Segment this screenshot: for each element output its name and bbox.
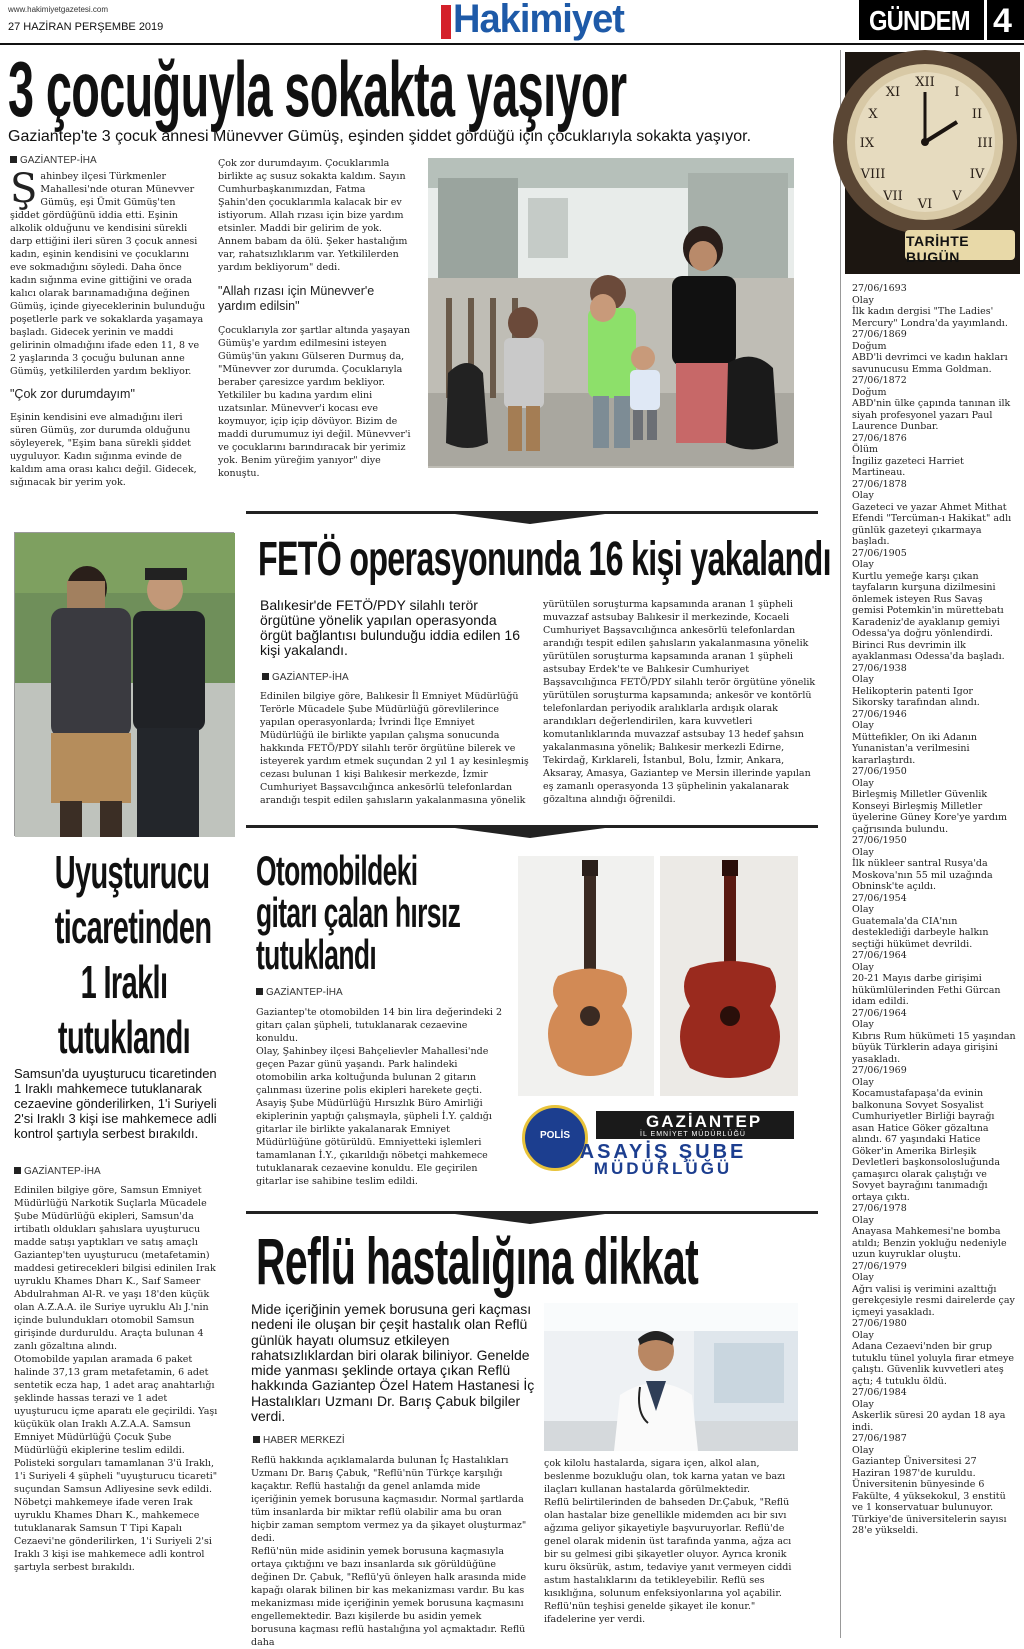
emblem-branch: ASAYİŞ ŞUBE (579, 1141, 747, 1163)
story2-headline: FETÖ operasyonunda 16 kişi yakalandı (258, 533, 831, 586)
history-event-type: Olay (852, 720, 874, 731)
dropcap: Ş (10, 166, 38, 212)
history-event-type: Olay (852, 1398, 874, 1410)
history-event (852, 766, 1017, 835)
history-event (852, 1261, 1017, 1319)
history-event-type: Olay (852, 961, 874, 973)
history-event-type: Olay (852, 1272, 874, 1283)
history-event-date: 27/06/1987 (852, 1433, 907, 1444)
history-event (852, 1008, 1017, 1066)
history-event (852, 835, 1017, 893)
svg-text:I: I (954, 85, 960, 100)
story5-col2-p1: çok kilolu hastalarda, sigara içen, alkol alan, beslenme bozukluğu olan, tok karna yatan ve bazı ilaçları kullanan hastalarda görülmektedir. (544, 1458, 786, 1495)
emblem-branch-2: MÜDÜRLÜĞÜ (593, 1159, 733, 1178)
history-event-text: ABD'li devrimci ve kadın hakları savunucusu Emma Goldman. (852, 352, 1008, 375)
history-event (852, 663, 1017, 709)
history-event (852, 893, 1017, 951)
story3-headline-line: ticaretinden (54, 901, 212, 953)
story3-body (14, 1184, 222, 1574)
story4-p2: Olay, Şahinbey ilçesi Bahçelievler Mahallesi'nde geçen Pazar günü yaşandı. Park halindeki otomobilin arka koltuğunda bulunan 2 gitarın çalınması üzerine polis ekipleri harekete geçti. Asayiş Şube Müdürlüğü Hırsızlık Büro Amirliği ekiplerinin yaptığı çalışmayla, şüpheli İ.Y. çaldığı gitarlar ile birlikte yakalanarak Emniyet Müdürlüğüne götürüldü. Emniyetteki işlemleri tamamlanan İ.Y., çıkarıldığı nöbetçi mahkemece tutuklanarak cezaevine konuldu. Ele geçirilen gitarlar ise sahibine teslim edildi. (256, 1046, 492, 1187)
page-number: 4 (993, 2, 1011, 40)
story4-headline (256, 847, 506, 978)
history-event-date: 27/06/1878 (852, 478, 907, 490)
story1-col2-p2: Çocuklarıyla zor şartlar altında yaşayan Gümüş'e yardım edilmesini isteyen Gümüş'ün yakını Gülseren Durmuş da, "Münevver zor durumda. Çocuklarıyla beraber çaresizce yardım bekliyor. Yetkililer bu kadına yardım elini uzatsınlar. Münevver'i kocası eve koymuyor, içip içip dövüyor. Bizim de maddi durumumuz iyi değil. Münevver'i ve çocuklarını barındıracak bir yerimiz yok. Benim yüreğim yanıyor" diye konuştu. (218, 325, 411, 479)
history-event (852, 329, 1017, 375)
svg-text:VIII: VIII (860, 167, 886, 182)
story3-headline-line: 1 Iraklı (80, 956, 168, 1008)
history-event (852, 1203, 1017, 1261)
svg-text:VII: VII (883, 189, 903, 204)
history-event (852, 479, 1017, 548)
story3-lead: Samsun'da uyuşturucu ticaretinden 1 Iraklı mahkemece tutuklanarak cezaevine gönderilirken, 1'i Suriyeli 2'si Iraklı 3 kişi ise mahkemece adli kontrol şartıyla serbest bırakıldı. (14, 1066, 217, 1141)
story5-col2 (544, 1457, 800, 1626)
story5-col1 (251, 1454, 529, 1649)
history-event-text: Helikopterin patenti Igor Sikorsky tarafından alındı. (852, 685, 980, 708)
history-event (852, 548, 1017, 663)
story5-doctor-photo (544, 1303, 798, 1451)
history-event-type: Doğum (852, 386, 887, 398)
history-event-type: Olay (852, 294, 874, 306)
history-event-date: 27/06/1964 (852, 1007, 907, 1019)
history-event-text: Adana Cezaevi'nden bir grup tutuklu tünel yoluyla firar etmeye çalıştı. Güvenlik kuvvetleri ateş açtı; 4 tutuklu öldü. (852, 1341, 1015, 1387)
history-event-date: 27/06/1946 (852, 708, 907, 720)
masthead-logo (441, 1, 629, 43)
story2-col2: yürütülen soruşturma kapsamında aranan 1 şüpheli muvazzaf astsubay Balıkesir il merkezinde, Kocaeli Cumhuriyet Başsavcılığınca ankesörlü telefonlardan arandığı tespit edilen şahısların yakalanmasına yönelik yürütülen soruşturma kapsamında aranan 1 şüpheli astsubay Erdek'te ve Balıkesir Cumhuriyet Başsavcılığınca FETÖ/PDY silahlı terör örgütüne yönelik yürütülen soruşturma kapsamında; ankesör ve kontörlü telefonlardan periyodik aralıklarla ardışık olarak arandıkları değerlendirilen, kara kuvvetleri komutanlıklarında muvazzaf astsubay 13 hedef şahsın yakalanmasına yönelik; Balıkesir merkezli Edirne, Tekirdağ, Kırklareli, İstanbul, Bolu, İzmir, Ankara, Aksaray, Amasya, Gaziantep ve Mersin illerinde yapılan eş zamanlı operasyonda 13 şüphelinin yakalanarak gözaltına alındığı öğrenildi. (543, 599, 816, 805)
history-event-date: 27/06/1984 (852, 1387, 907, 1398)
story4-p1: Gaziantep'te otomobilden 14 bin lira değerindeki 2 gitarı çalan şüpheli, tutuklanarak cezaevine konuldu. (256, 1007, 502, 1044)
story5-col1-p2: Reflü'nün mide asidinin yemek borusuna kaçmasıyla ortaya çıktığını ve bazı insanlarda sık görüldüğüne değinen Dr. Çabuk, "Reflü'yü önleyen halk arasında mide kapağı olarak bilinen bir kas mekanizması vardır. Bu kas mekanizması mide içeriğinin yemek borusuna kaçmasını engellemektedir. Bazı kişilerde bu asidin yemek borusuna kaçması reflü hastalığına yol açmaktadır. Reflü daha (251, 1546, 527, 1648)
story1-col1 (10, 166, 206, 489)
story1-source: GAZİANTEP-İHA (10, 155, 97, 166)
history-event-text: Birleşmiş Milletler Güvenlik Konseyi Birleşmiş Milletler üyelerine Güney Kore'ye yardım çağrısında bulundu. (852, 789, 1007, 835)
emblem-city: GAZİANTEP (646, 1112, 763, 1131)
story1-col1-p2: Eşinin kendisini eve almadığını ileri süren Gümüş, zor durumda olduğunu söyleyerek, "Eşim bana sürekli şiddet uyguluyor. Kadın sığınma evinde de kaldım ama orası kalıcı değil. Gidecek, sığınacak bir yerim yok. (10, 412, 197, 488)
story1-col1-subhead: "Çok zor durumdayım" (10, 387, 135, 401)
story4-source: GAZİANTEP-İHA (256, 987, 343, 998)
history-event-date: 27/06/1950 (852, 766, 907, 777)
story5-col2-p2: Reflü belirtilerinden de bahseden Dr.Çabuk, "Reflü olan hastalar bize genellikle midemden acı bir sıvı ağzıma geliyor şikayetiyle başvuruyorlar. Reflü'de genel olarak midenin üst tarafında yanma, ağza acı bir su gelmesi gibi şikayetler oluyor. Ayrıca kronik kuru öksürük, astım, tedaviye yanıt vermeyen ciddi astım hastalıklarını da tetikleyebilir. Reflü ses kısıklığına, solunum enfeksiyonlarına yol açabilir. Reflü'nün teşhisi genelde şikayet ile konur." ifadelerine yer verdi. (544, 1497, 792, 1625)
history-event-text: ABD'nin ülke çapında tanınan ilk siyah profesyonel yazarı Paul Laurence Dunbar. (852, 398, 1011, 432)
divider-notch (440, 512, 620, 524)
history-event (852, 433, 1017, 479)
history-event-text: İngiliz gazeteci Harriet Martineau. (852, 455, 964, 478)
history-event-date: 27/06/1979 (852, 1260, 907, 1272)
history-event-date: 27/06/1969 (852, 1065, 907, 1076)
history-event (852, 375, 1017, 433)
history-event-type: Olay (852, 674, 874, 685)
divider-notch-3 (440, 1212, 620, 1224)
story3-photo (14, 532, 234, 836)
history-event-text: Ağrı valisi iş verimini azalttığı gerekçesiyle resmi dairelerde çay içmeyi yasakladı. (852, 1283, 1015, 1318)
svg-text:II: II (971, 107, 983, 122)
history-event-type: Olay (852, 1076, 874, 1088)
history-event-text: Kıbrıs Rum hükümeti 15 yaşından büyük Türklerin adaya girişini yasakladı. (852, 1030, 1016, 1065)
history-event (852, 1065, 1017, 1203)
story1-col2 (218, 157, 414, 480)
history-event (852, 1433, 1017, 1537)
section-label: GÜNDEM (869, 5, 970, 36)
history-event-text: Kurtlu yemeğe karşı çıkan tayfaların kurşuna dizilmesini önlemek isteyen Rus Savaş gemisi Potemkin'in mürettebatı Karadeniz'de ayaklanıp gemiyi Odessa'ya doğru yönlendirdi. Birinci Rus devrimin ilk ayaklanması Odessa'da başladı. (852, 570, 1005, 662)
history-event (852, 950, 1017, 1008)
story5-headline: Reflü hastalığına dikkat (256, 1224, 699, 1298)
police-seal-text: POLİS (539, 1130, 570, 1141)
history-event-text: Guatemala'da CIA'nın desteklediği darbeyle halkın seçtiği hükümet devrildi. (852, 915, 989, 950)
history-event (852, 1318, 1017, 1387)
history-event-text: 20-21 Mayıs darbe girişimi hükümlülerinden Fethi Gürcan idam edildi. (852, 973, 1001, 1007)
svg-text:XI: XI (885, 85, 901, 100)
story1-headline: 3 çocuğuyla sokakta yaşıyor (8, 45, 627, 133)
history-event-type: Olay (852, 1329, 874, 1341)
history-event-type: Olay (852, 1019, 874, 1030)
story3-headline-line: tutuklandı (57, 1011, 191, 1063)
story4-headline-line: tutuklandı (256, 931, 377, 978)
history-event-date: 27/06/1964 (852, 950, 907, 961)
history-event-text: İlk kadın dergisi "The Ladies' Mercury" Londra'da yayımlandı. (852, 306, 1008, 329)
history-event-type: Olay (852, 1444, 874, 1456)
history-event-date: 27/06/1905 (852, 547, 907, 559)
history-event-date: 27/06/1938 (852, 662, 907, 674)
history-event-date: 27/06/1978 (852, 1203, 907, 1214)
svg-text:III: III (977, 136, 993, 151)
logo-red-bar (441, 5, 451, 39)
history-event-date: 27/06/1954 (852, 892, 907, 904)
history-event-type: Olay (852, 490, 874, 501)
story1-col1-p1: ahinbey ilçesi Türkmenler Mahallesi'nde oturan Münevver Gümüş, eşi Ümit Gümüş'ten şiddet gördüğünü iddia etti. Eşinin alkolik olduğunu ve kendisini sürekli darp ettiğini ileri süren 3 çocuk annesi kadın, eşinin kendisini ve çocuklarını eve sokmadığını söyledi. Daha önce kadın sığınma evine gittiğini ve orada kalıcı olarak barınamadığına değinen Gümüş, içinde giyeceklerinin bulunduğu poşetlerle park ve sokaklarda yaşamaya başladı. Gidecek yerinin ve maddi gelirinin olmadığını ifade eden 11, 8 ve 2 yaşlarında 3 çocuğu bulunan anne Gümüş, yetkililerden yardım bekliyor. (10, 171, 206, 377)
history-event-type: Olay (852, 559, 874, 570)
website-url[interactable]: www.hakimiyetgazetesi.com (8, 5, 109, 14)
history-event-date: 27/06/1872 (852, 375, 907, 386)
history-event-text: Askerlik süresi 20 aydan 18 aya indi. (852, 1410, 1006, 1433)
svg-text:IX: IX (859, 136, 875, 151)
story3-p2: Otomobilde yapılan aramada 6 paket halinde 37,13 gram metafetamin, 6 adet sentetik ecza hap, 1 adet araç anahtarlığı şeklinde hassas terazi ve 1 adet uyuşturucu içme aparatı ele geçirildi. Yaşı küçükük olan Iraklı A.Z.A.A. Samsun Emniyet Müdürlüğü Çocuk Şube Müdürlüğü ekiplerine teslim edildi. Polisteki sorguları tamamlanan 3'ü Iraklı, 1'i Suriyeli 4 şüpheli "uyuşturucu ticareti" suçundan Samsun Adliyesine sevk edildi. Nöbetçi mahkemeye ifade veren Irak uyruklu Khames Dharı K., mahkemece tutuklanarak Samsun T Tipi Kapalı Cezaevi'ne gönderilirken, 1'i Suriyeli 2'si Iraklı 3 kişi ise mahkemece adli kontrol şartıyla serbest bırakıldı. (14, 1354, 218, 1573)
logo-text: Hakimiyet (453, 0, 624, 41)
story4-body (256, 1006, 508, 1188)
issue-date: 27 HAZİRAN PERŞEMBE 2019 (8, 21, 164, 33)
history-event (852, 283, 1017, 329)
tarihte-bugun-badge: TARİHTE BUGÜN (906, 233, 970, 265)
story3-p1: Edinilen bilgiye göre, Samsun Emniyet Müdürlüğü Narkotik Suçlarla Mücadele Şube Müdürlüğü ekipleri, Samsun'da irtibatlı oldukları şahıslara uyuşturucu madde satışı yaptıkları ve satış amaçlı Gaziantep'ten uyuşturucu (metafetamin) maddesi getirecekleri bilgisi edinilen Irak uyruklu Khames Dharı K., Saıf Sameer Abdulrahman Al-R. ve yaşı 18'den küçük olan A.Z.A.A. ile Suriye uyruklu Alı J.'nin içinde bulundukları otomobil Samsun girişinde durduruldu. Araçta bulunan 4 zanlı gözaltına alındı. (14, 1185, 216, 1352)
history-event-type: Olay (852, 846, 874, 858)
story1-photo (428, 158, 794, 466)
story4-headline-line: gitarı çalan hırsız (256, 889, 461, 936)
sidebar-border (840, 50, 841, 1638)
history-event-text: Müttefikler, On iki Adanın Yunanistan'a verilmesini kararlaştırdı. (852, 731, 978, 766)
svg-text:VI: VI (917, 197, 933, 212)
story1-subhead: Gaziantep'te 3 çocuk annesi Münevver Gümüş, eşinden şiddet gördüğü için çocuklarıyla sokakta yaşıyor. (8, 128, 752, 145)
history-event-date: 27/06/1950 (852, 835, 907, 846)
history-event-text: İlk nükleer santral Rusya'da Moskova'nın 55 mil uzağında Obninsk'te açıldı. (852, 858, 993, 892)
svg-text:IV: IV (969, 167, 985, 182)
story2-source: GAZİANTEP-İHA (262, 672, 349, 683)
history-event-date: 27/06/1869 (852, 329, 907, 340)
story5-source: HABER MERKEZİ (253, 1435, 345, 1446)
police-emblem-banner (518, 1097, 798, 1179)
story1-col2-subhead: "Allah rızası için Münevver'e yardım edilsin" (218, 284, 375, 313)
history-event-type: Olay (852, 1214, 874, 1226)
history-event-text: Kocamustafapaşa'da evinin balkonuna Sovyet Sosyalist Cumhuriyetler Birliği bayrağı asan Hatice Göker gözaltına alındı. 67 yaşındaki Hatice Göker'in Amerika Birleşik Devletleri başkonsolosluğunda çamaşırcı olarak çalıştığı ve Sovyet bayrağını tanımadığı ortaya çıktı. (852, 1088, 1001, 1203)
history-event-type: Doğum (852, 340, 887, 352)
story2-lead: Balıkesir'de FETÖ/PDY silahlı terör örgütüne yönelik yapılan operasyonda örgüt bağlantısı bulunduğu iddia edilen 16 kişi yakalandı. (260, 597, 520, 658)
history-event-date: 27/06/1980 (852, 1318, 907, 1329)
story5-lead: Mide içeriğinin yemek borusuna geri kaçması nedeni ile oluşan bir çeşit hastalık olan Reflü günlük hayatı olumsuz etkileyen rahatsızlıklardan biri olarak biliniyor. Genelde mide yanması şeklinde ortaya çıkan Reflü hakkında Gaziantep Özel Hatem Hastanesi İç Hastalıkları Uzmanı Dr. Barış Çabuk bilgiler verdi. (251, 1301, 535, 1425)
svg-text:XII: XII (915, 75, 935, 90)
story2-col1: Edinilen bilgiye göre, Balıkesir İl Emniyet Müdürlüğü Terörle Mücadele Şube Müdürlüğü görevlilerince yapılan operasyonlarda; İvrindi İlçe Emniyet Müdürlüğü ile birlikte yapılan çalışma sonucunda hakkında FETÖ/PDY silahlı terör örgütüne bilerek ve isteyerek yardım etmek suçundan 2 yıl 1 ay kesinleşmiş cezası bulunan 1 kişi Balıkesir merkezde, İzmir Cumhuriyet Başsavcılığınca ankesörlü telefonlardan arandığı tespit edilen şahısların yakalanmasına yönelik (260, 691, 529, 806)
history-event (852, 709, 1017, 767)
story3-headline-line: Uyuşturucu (54, 846, 210, 898)
svg-text:V: V (952, 189, 962, 204)
emblem-directorate: İL EMNİYET MÜDÜRLÜĞÜ (640, 1131, 746, 1138)
svg-text:X: X (868, 107, 878, 122)
history-event-type: Olay (852, 777, 874, 789)
divider-notch-2 (440, 826, 620, 838)
history-event (852, 1387, 1017, 1433)
history-event-date: 27/06/1876 (852, 432, 907, 444)
story4-guitar-photo (518, 856, 798, 1096)
history-event-type: Ölüm (852, 444, 878, 455)
history-event-type: Olay (852, 904, 874, 915)
story3-headline (14, 845, 234, 1065)
sidebar-events (852, 283, 1017, 1537)
history-event-text: Anayasa Mahkemesi'ne bomba atıldı; Benzin yokluğu nedeniyle uzun kuyruklar oluştu. (852, 1226, 1007, 1260)
history-event-text: Gaziantep Üniversitesi 27 Haziran 1987'de kuruldu. Üniversitenin bünyesinde 6 Fakülte, 4 yüksekokul, 3 enstitü ve 1 konservatuar bulunuyor. Türkiye'de üniversitelerin sayısı 28'e yükseldi. (852, 1456, 1007, 1536)
story5-col1-p1: Reflü hakkında açıklamalarda bulunan İç Hastalıkları Uzmanı Dr. Barış Çabuk, "Reflü'nün Türkçe karşılığı kaçaktır. Reflü hastalığı da genel anlamda mide içeriğinin yemek borusuna kaçmasıdır. Normal şartlarda tüm insanlarda bir miktar reflü olabilir ama bu oran hiçbir zaman semptom vermez ya da şikayet oluşturmaz" dedi. (251, 1455, 527, 1544)
story1-col2-p1: Çok zor durumdayım. Çocuklarımla birlikte aç susuz sokakta kaldım. Sayın Cumhurbaşkanımızdan, Fatma Şahin'den çocuklarımla kalacak bir ev istiyorum. Allah rızası için bize yardım etsinler. Maddi bir gelirim de yok. Annem babam da ölü. Şeker hastalığım var, rahatsızlıklarım var. Yetkililerden yardım bekliyorum" dedi. (218, 158, 408, 273)
history-event-text: Gazeteci ve yazar Ahmet Mithat Efendi "Tercüman-ı Hakikat" adlı günlük gazeteyi çıkarmaya başladı. (852, 501, 1012, 547)
story3-source: GAZİANTEP-İHA (14, 1166, 101, 1177)
history-event-date: 27/06/1693 (852, 283, 907, 294)
story4-headline-line: Otomobildeki (256, 847, 418, 894)
